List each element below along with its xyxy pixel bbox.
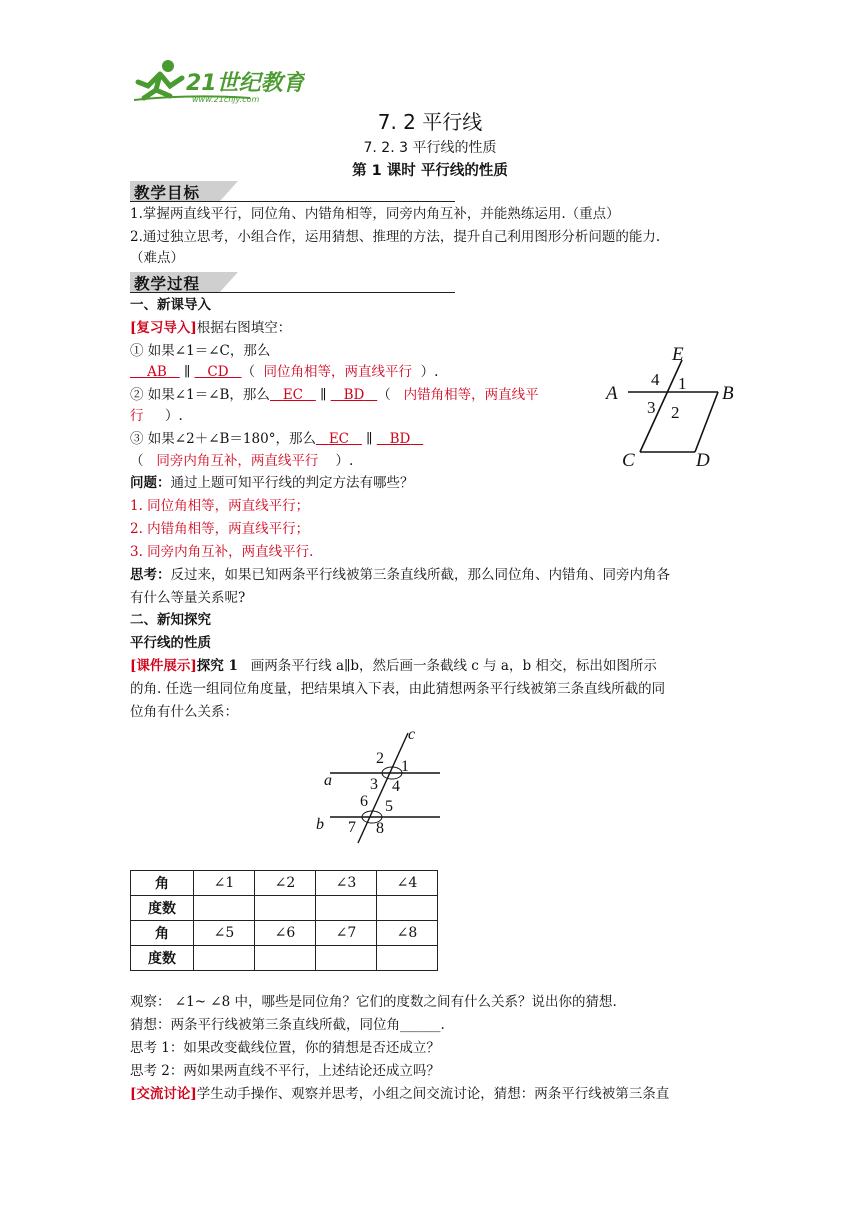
think-label: 思考： (130, 567, 171, 583)
show-tag: [课件展示] (130, 658, 197, 674)
review-tag: [复习导入] (130, 320, 197, 336)
table-cell: ∠8 (377, 921, 438, 946)
section-explore: 二、新知探究 (130, 612, 211, 628)
process-banner (130, 272, 455, 292)
q2-reason: 内错角相等，两直线平 (403, 387, 539, 403)
section-intro: 一、新课导入 (130, 297, 211, 313)
table-row (131, 921, 438, 946)
explore-text-2: 的角. 任选一组同位角度量，把结果填入下表，由此猜想两条平行线被第三条直线所截的同 (130, 681, 666, 697)
table-cell (316, 896, 377, 921)
review-text: 根据右图填空： (196, 320, 292, 336)
table-cell (316, 946, 377, 971)
angle-2-label-fig2: 2 (376, 750, 384, 767)
table-cell: ∠7 (316, 921, 377, 946)
angle-4-label: 4 (651, 370, 660, 389)
think1-text: 思考 1：如果改变截线位置，你的猜想是否还成立？ (130, 1040, 440, 1056)
discuss-text: 学生动手操作、观察并思考，小组之间交流讨论，猜想：两条平行线被第三条直 (196, 1086, 670, 1102)
table-cell (377, 946, 438, 971)
q2-line-cont: 行 ）. (130, 408, 183, 424)
explore-label: 探究 1 (196, 658, 238, 674)
angle-4-label-fig2: 4 (392, 778, 400, 795)
angle-7-label-fig2: 7 (348, 819, 356, 836)
table-cell (255, 946, 316, 971)
think-text-cont: 有什么等量关系呢? (130, 590, 246, 606)
q3-ans2: BD (389, 431, 411, 447)
process-heading: 教学过程 (134, 275, 201, 293)
label-c: c (408, 726, 416, 743)
goal-2: 2.通过独立思考，小组合作，运用猜想、推理的方法，提升自己利用图形分析问题的能力. (130, 229, 661, 245)
table-cell: 角 (131, 921, 194, 946)
label-B: B (722, 383, 734, 404)
logo-brand: 21世纪教育 (186, 71, 305, 96)
answer-1: 1. 同位角相等，两直线平行； (130, 498, 310, 514)
subsection-properties: 平行线的性质 (130, 635, 211, 651)
q1-reason: 同位角相等，两直线平行 (263, 364, 413, 380)
q3-text: ③ 如果∠2＋∠B＝180°，那么 (130, 431, 316, 447)
table-cell: ∠6 (255, 921, 316, 946)
q1-text: ① 如果∠1＝∠C，那么 (130, 343, 271, 359)
period-title: 第 1 课时 平行线的性质 (352, 163, 508, 179)
logo-site: www.21cnjy.com (192, 95, 260, 104)
logo (130, 56, 305, 106)
table-cell: ∠1 (194, 871, 255, 896)
discuss-tag: [交流讨论] (130, 1086, 197, 1102)
angle-1-label: 1 (678, 374, 687, 393)
main-title: 7. 2 平行线 (377, 110, 483, 134)
table-row (131, 946, 438, 971)
think2-text: 思考 2：两如果两直线不平行，上述结论还成立吗？ (130, 1063, 440, 1079)
label-a: a (324, 772, 332, 789)
angle-8-label-fig2: 8 (376, 820, 384, 837)
explore-text-3: 位角有什么关系： (130, 704, 238, 720)
angle-3-label-fig2: 3 (370, 776, 378, 793)
runner-logo-icon (130, 56, 305, 106)
angle-5-label-fig2: 5 (385, 798, 393, 815)
observe-text: 观察： ∠1~ ∠8 中，哪些是同位角？它们的度数之间有什么关系？说出你的猜想. (130, 994, 617, 1010)
table-row (131, 871, 438, 896)
goal-2-cont: （难点） (130, 250, 184, 266)
label-D: D (696, 450, 710, 471)
table-cell: 度数 (131, 946, 194, 971)
angle-3-label: 3 (647, 398, 656, 417)
angle-table (130, 870, 438, 971)
section-title: 7. 2. 3 平行线的性质 (363, 140, 497, 156)
guess-text: 猜想：两条平行线被第三条直线所截，同位角______. (130, 1017, 445, 1033)
question-line (130, 474, 414, 492)
table-cell (194, 896, 255, 921)
think-text: 反过来，如果已知两条平行线被第三条直线所截，那么同位角、内错角、同旁内角各 (170, 567, 670, 583)
angle-1-label-fig2: 1 (401, 758, 409, 775)
think-line (130, 566, 670, 584)
answer-2: 2. 内错角相等，两直线平行； (130, 521, 310, 537)
goal-1: 1.掌握两直线平行，同位角、内错角相等，同旁内角互补，并能熟练运用.（重点） (130, 206, 620, 222)
table-row (131, 896, 438, 921)
q1-ans1: AB (147, 364, 167, 380)
review-line (130, 319, 291, 337)
angle-2-label: 2 (671, 403, 680, 422)
question-label: 问题： (130, 475, 171, 491)
table-cell (255, 896, 316, 921)
label-b: b (316, 816, 324, 833)
explore-text: 画两条平行线 a∥b，然后画一条截线 c 与 a，b 相交，标出如图所示 (250, 658, 657, 674)
table-cell: ∠3 (316, 871, 377, 896)
q2-text: ② 如果∠1＝∠B，那么 (130, 387, 270, 403)
q2-line: ② 如果∠1＝∠B，那么 EC ∥ BD （ 内错角相等，两直线平 (130, 387, 539, 403)
table-cell: ∠4 (377, 871, 438, 896)
table-cell: ∠5 (194, 921, 255, 946)
explore-line (130, 657, 657, 675)
transversal-figure (310, 725, 470, 850)
question-text: 通过上题可知平行线的判定方法有哪些？ (170, 475, 414, 491)
q3-reason-line: （ 同旁内角互补，两直线平行 ）. (130, 453, 354, 469)
label-A: A (606, 383, 618, 404)
label-C: C (622, 450, 635, 471)
q3-reason: 同旁内角互补，两直线平行 (156, 453, 319, 469)
table-cell: 角 (131, 871, 194, 896)
table-cell (377, 896, 438, 921)
label-E: E (672, 344, 684, 365)
parallelogram-figure (600, 342, 750, 472)
q3-ans1: EC (328, 431, 350, 447)
q2-ans1: EC (282, 387, 303, 403)
answer-3: 3. 同旁内角互补，两直线平行. (130, 544, 314, 560)
goals-banner (130, 181, 455, 201)
q1-ans2: CD (207, 364, 229, 380)
goals-heading: 教学目标 (134, 184, 201, 202)
q3-line: ③ 如果∠2＋∠B＝180°，那么 EC ∥ BD (130, 431, 411, 447)
q2-reason-cont: 行 (130, 408, 144, 424)
table-cell: 度数 (131, 896, 194, 921)
discuss-line (130, 1085, 669, 1103)
angle-6-label-fig2: 6 (360, 793, 368, 810)
table-cell (194, 946, 255, 971)
q2-ans2: BD (343, 387, 365, 403)
q1-answer: AB ∥ CD （ 同位角相等，两直线平行 ）. (147, 364, 439, 380)
table-cell: ∠2 (255, 871, 316, 896)
